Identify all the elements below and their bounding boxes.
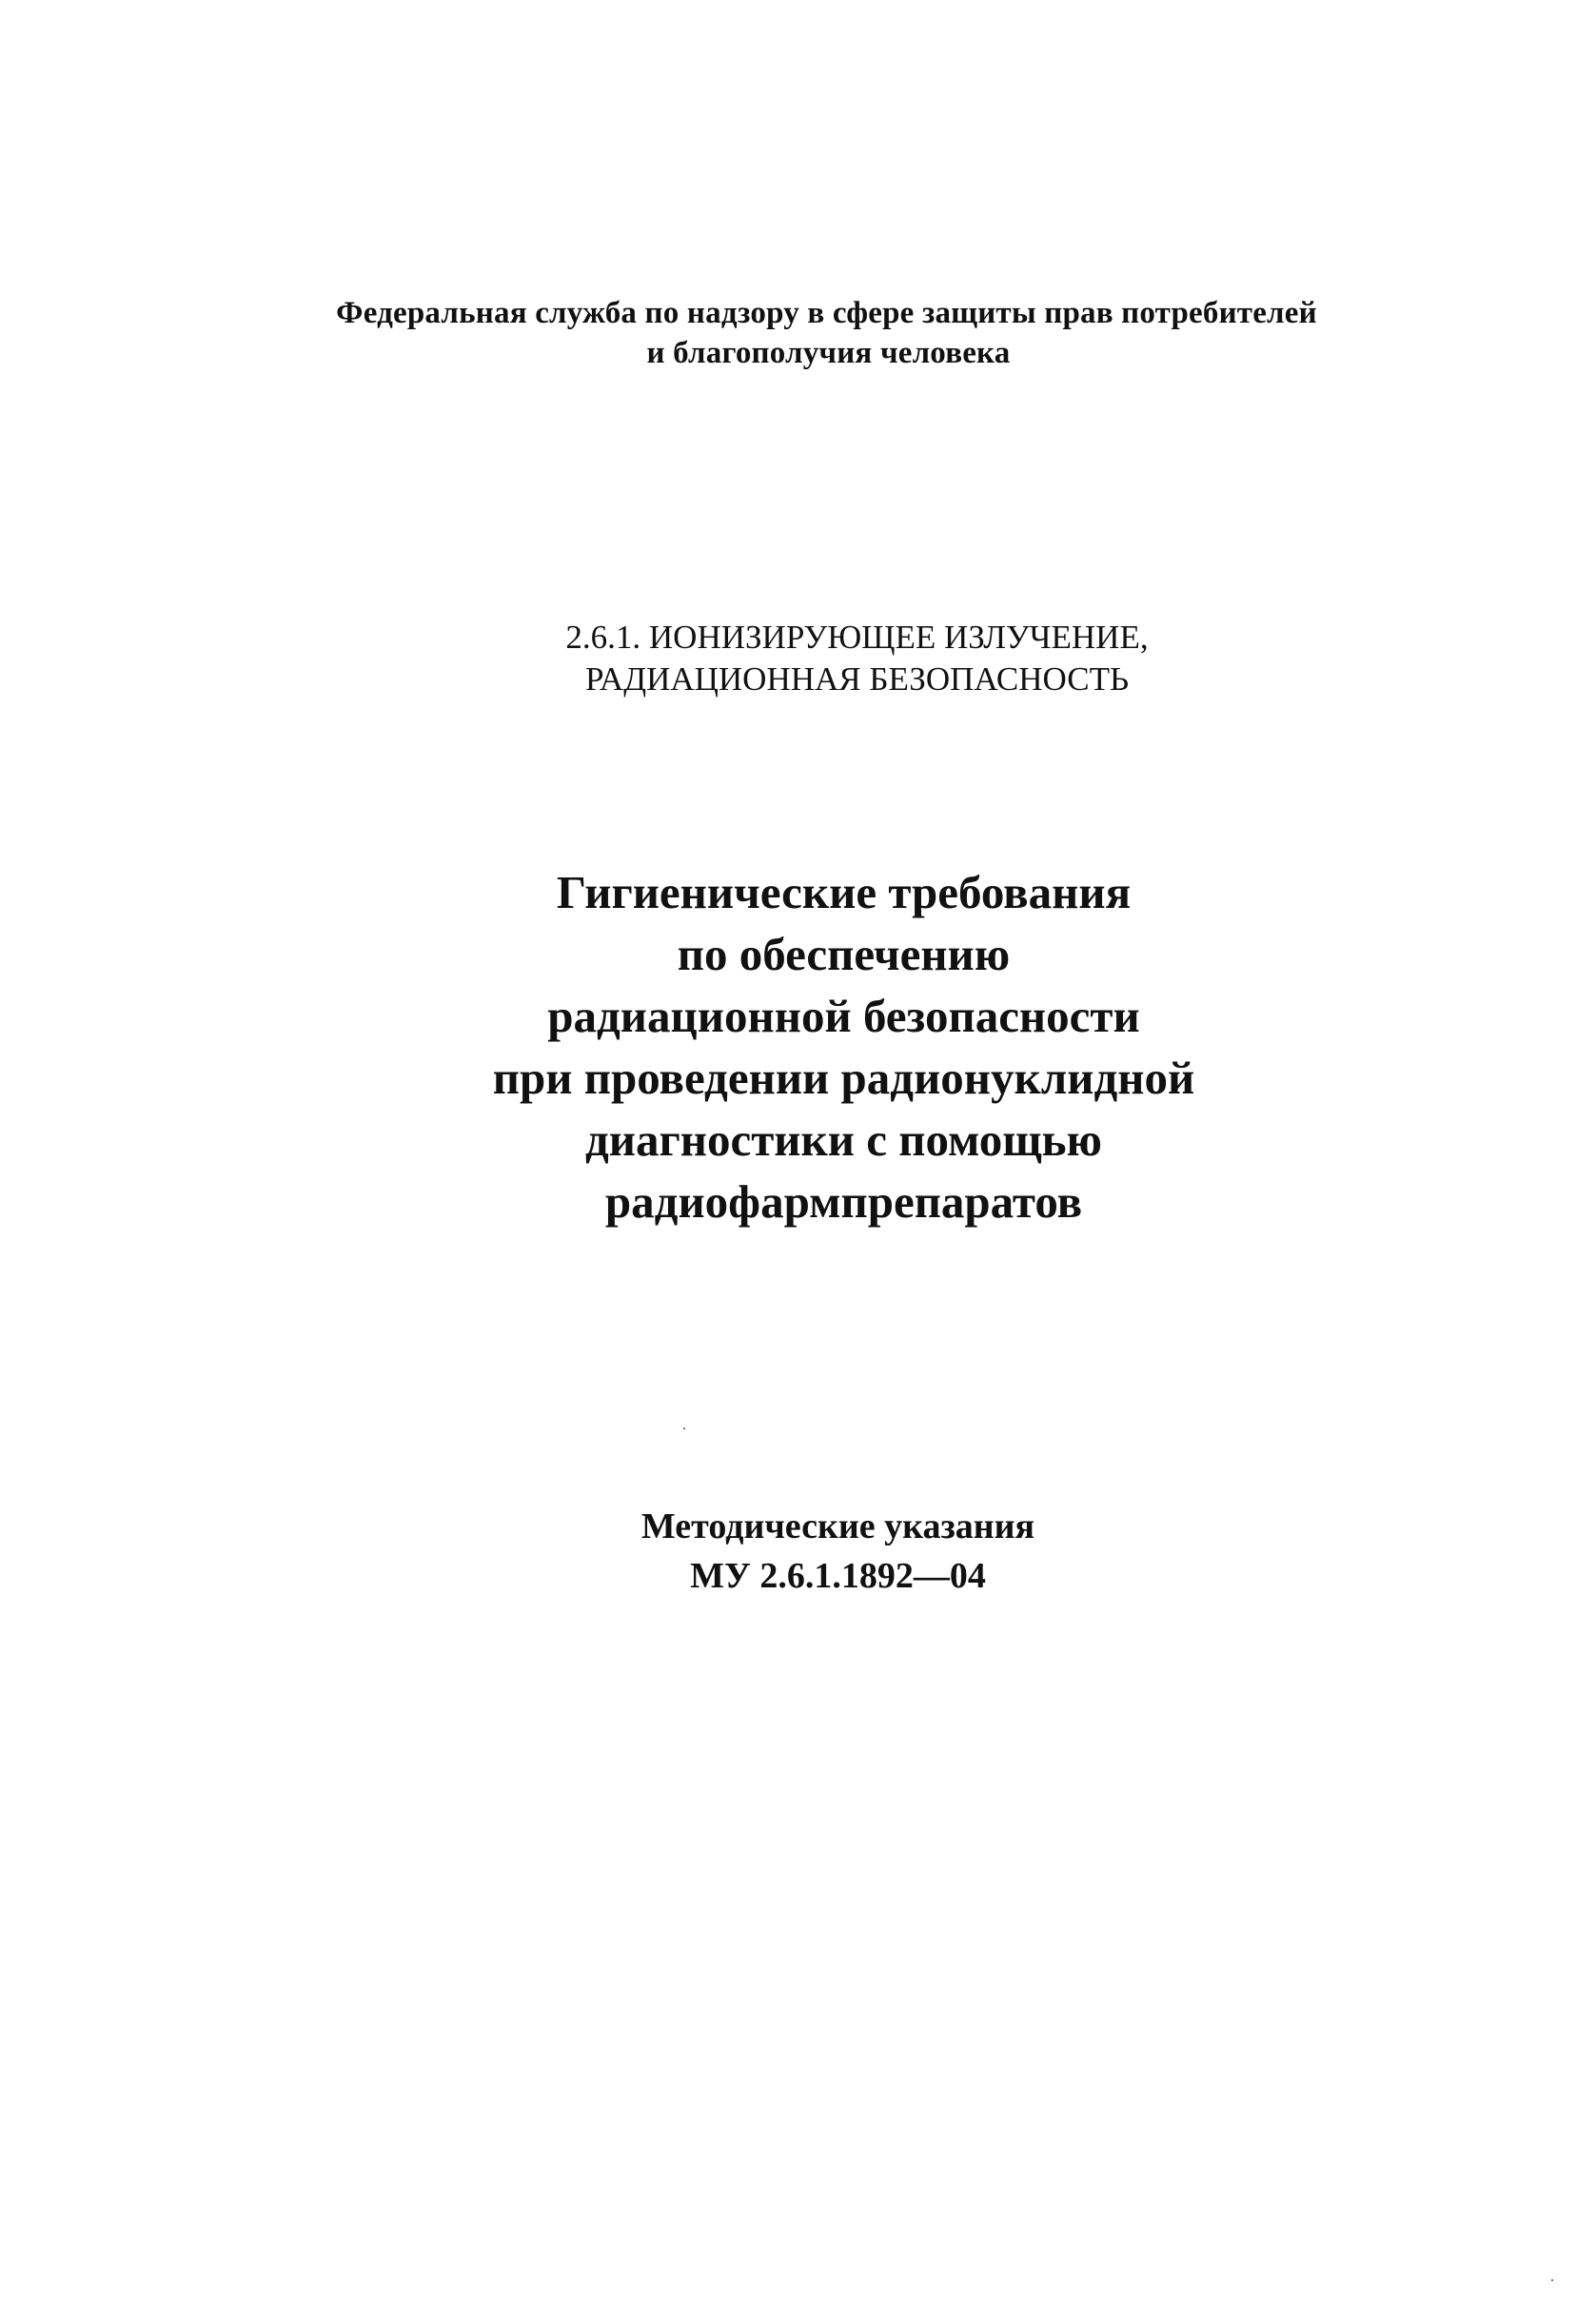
title-line-6: радиофармпрепаратов — [604, 1175, 1083, 1228]
scan-speck — [1551, 2279, 1553, 2281]
scan-speck — [683, 1428, 685, 1429]
document-designation — [0, 1502, 1596, 1601]
section-heading — [0, 617, 1596, 700]
issuing-agency — [0, 293, 1596, 373]
title-line-2: по обеспечению — [677, 928, 1011, 980]
document-code: МУ 2.6.1.1892—04 — [690, 1556, 986, 1596]
agency-line-2: и благополучия человека — [646, 336, 1011, 370]
title-line-3: радиационной безопасности — [547, 990, 1140, 1042]
section-line-1: 2.6.1. ИОНИЗИРУЮЩЕЕ ИЗЛУЧЕНИЕ, — [565, 619, 1149, 656]
agency-line-1: Федеральная служба по надзору в сфере защиты прав потребителей — [336, 296, 1317, 330]
title-line-4: при проведении радионуклидной — [492, 1052, 1195, 1104]
document-title — [0, 861, 1596, 1232]
title-line-1: Гигиенические требования — [556, 866, 1132, 918]
document-type: Методические указания — [640, 1506, 1035, 1546]
title-line-5: диагностики с помощью — [584, 1113, 1103, 1166]
section-line-2: РАДИАЦИОННАЯ БЕЗОПАСНОСТЬ — [584, 660, 1130, 698]
